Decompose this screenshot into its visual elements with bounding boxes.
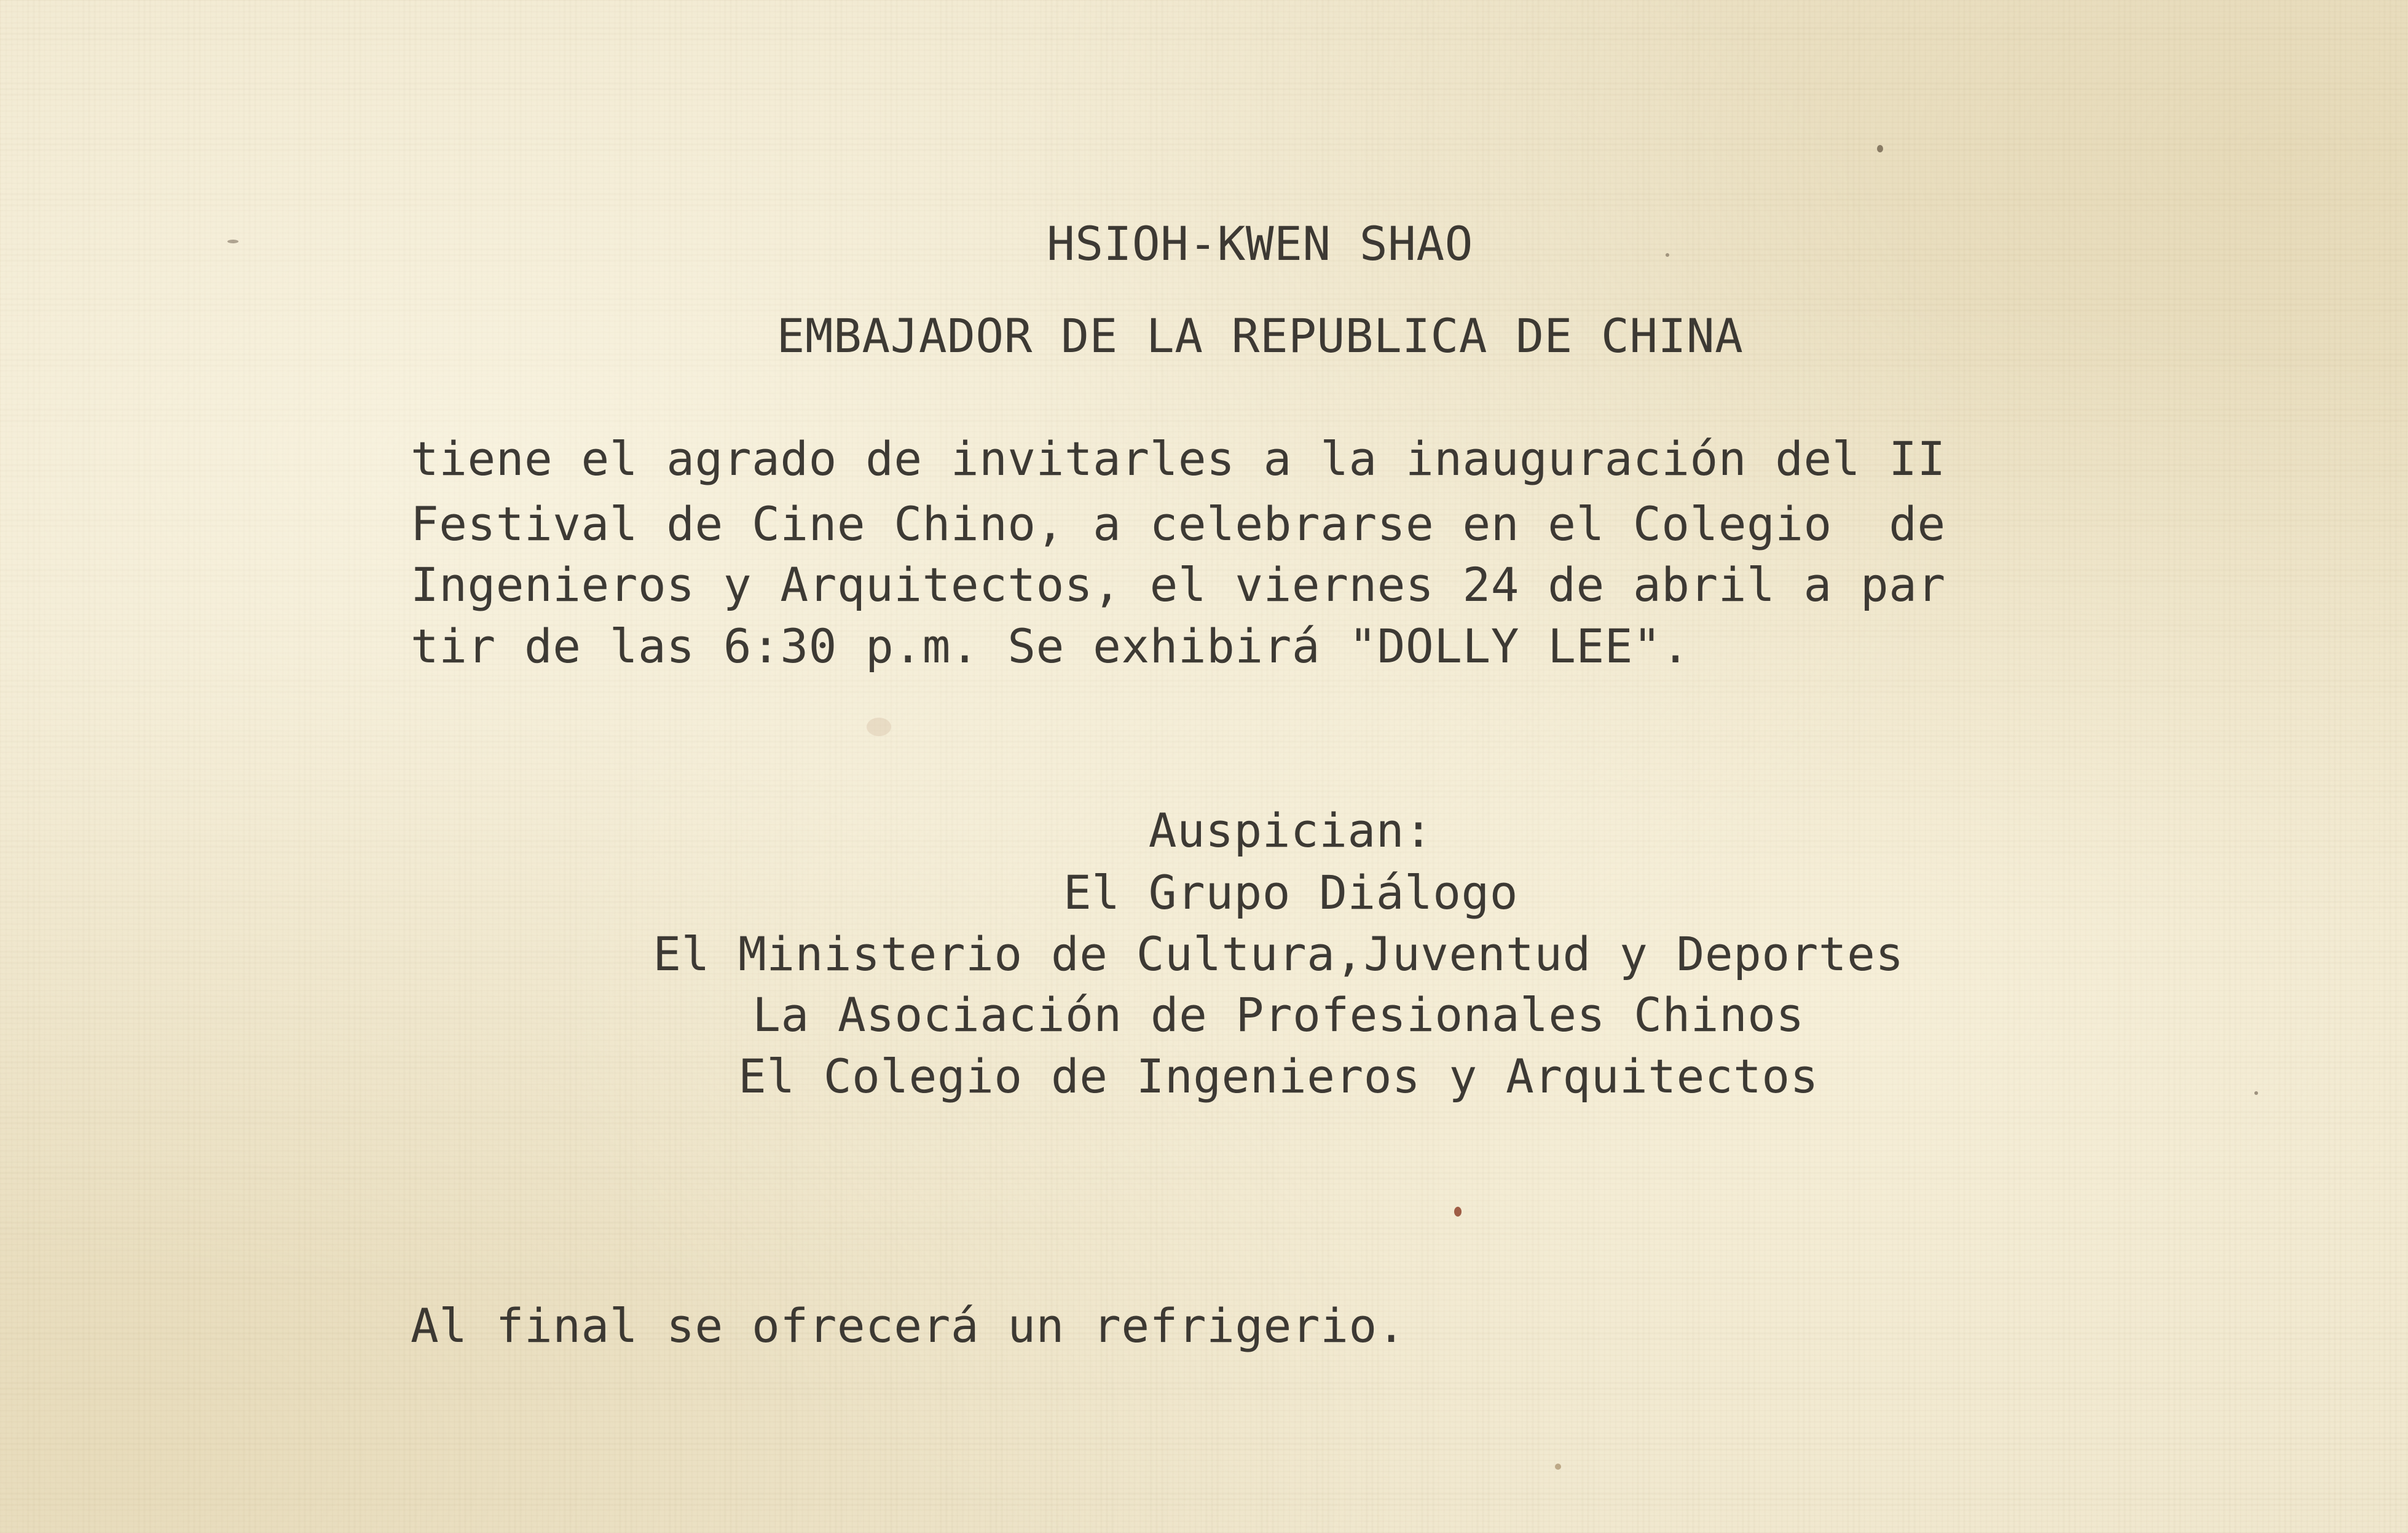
paper-speck <box>867 718 891 736</box>
sponsor-item: La Asociación de Profesionales Chinos <box>752 987 1804 1042</box>
sender-name: HSIOH-KWEN SHAO <box>1047 216 1473 271</box>
paper-speck <box>1454 1207 1462 1217</box>
paper-speck <box>1877 145 1883 152</box>
sponsor-item: El Colegio de Ingenieros y Arquitectos <box>738 1049 1819 1104</box>
body-line: Festival de Cine Chino, a celebrarse en el Colegio de <box>411 496 1946 551</box>
sponsor-item: El Ministerio de Cultura,Juventud y Deportes <box>653 927 1904 981</box>
sponsor-item: El Grupo Diálogo <box>1063 865 1519 920</box>
paper-speck <box>2254 1091 2258 1095</box>
paper-speck <box>1555 1464 1561 1470</box>
paper-speck <box>227 240 238 243</box>
body-line: Ingenieros y Arquitectos, el viernes 24 de abril a par <box>411 557 1946 612</box>
body-line: tiene el agrado de invitarles a la inauguración del II <box>411 431 1946 486</box>
body-line: tir de las 6:30 p.m. Se exhibirá "DOLLY LEE". <box>411 619 1690 673</box>
sponsors-heading: Auspician: <box>1148 803 1433 858</box>
paper-speck <box>1666 253 1669 257</box>
sender-title: EMBAJADOR DE LA REPUBLICA DE CHINA <box>776 308 1744 363</box>
closing-note: Al final se ofrecerá un refrigerio. <box>411 1298 1406 1353</box>
